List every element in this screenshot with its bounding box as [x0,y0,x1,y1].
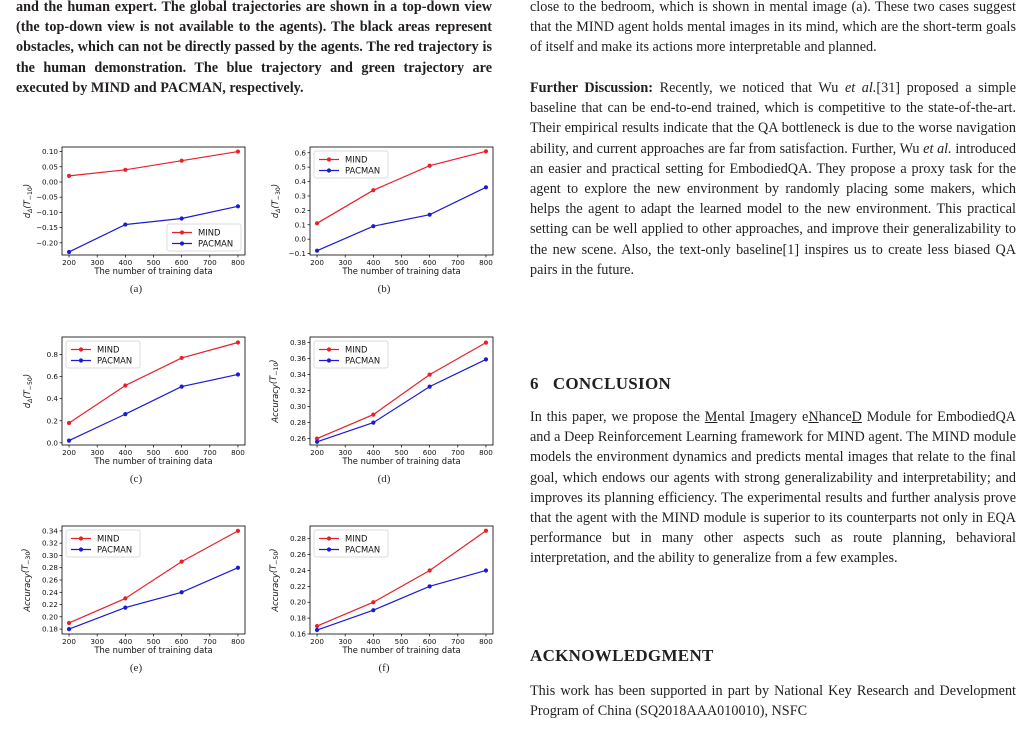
x-tick-label: 800 [479,258,493,267]
data-point-mind [484,529,488,533]
data-point-mind [67,174,71,178]
x-tick-label: 700 [450,258,465,267]
y-tick-label: 0.3 [294,191,306,201]
y-tick-label: 0.2 [46,416,58,426]
y-tick-label: 0.5 [294,162,306,172]
data-point-pacman [236,372,240,376]
x-tick-label: 600 [174,637,189,646]
x-tick-label: 600 [174,258,189,267]
legend-swatch-marker [79,536,83,540]
data-point-mind [428,568,432,572]
x-tick-label: 400 [118,448,133,457]
data-point-mind [371,413,375,417]
legend-swatch-marker [180,241,184,245]
x-tick-label: 200 [310,637,324,646]
y-tick-label: 0.28 [289,534,306,544]
legend-swatch-marker [79,358,83,362]
panel-label-a: ( a ) [16,283,256,295]
legend-label-pacman: PACMAN [345,544,381,555]
y-tick-label: 0.26 [289,550,306,560]
y-tick-label: 0.05 [41,162,58,172]
y-tick-label: −0.15 [35,223,58,233]
paragraph-conclusion: In this paper, we propose the Mental Imagery eNhanceD Module for EmbodiedQA and a Deep Reinforcement Learning framework for MIND agent. The MIND module models the environment dynamics and predicts mental images that relate to the final goal, which endows our agents with strong generalizability and interpretability; and improves its planning efficiency. The experimental results and further analysis prove that the agent with the MIND module is superior to its counterparts not only in EQA performance but in many other aspects such as route planning, behavioral interpretation, and the ability to generalize from a few examples. [530,409,1016,567]
chart-d-svg [264,330,504,470]
paragraph-acknowledgment: This work has been supported in part by National Key Research and Development Program of China (SQ2018AAA010010), NSFC [530,683,1016,720]
x-tick-label: 800 [231,258,245,267]
data-point-mind [315,221,319,225]
panel-label-f: ( f ) [264,662,504,674]
chart-f-svg [264,519,504,659]
y-tick-label: −0.10 [35,207,58,217]
data-point-pacman [371,608,375,612]
data-point-mind [236,340,240,344]
data-point-pacman [67,250,71,254]
data-point-mind [484,341,488,345]
y-tick-label: −0.1 [288,249,306,259]
y-axis-label: $Accuracy(T_{-10})$ [268,359,280,423]
chart-legend [167,224,241,251]
data-point-mind [315,624,319,628]
data-point-mind [123,168,127,172]
data-point-mind [67,621,71,625]
series-line-pacman [317,570,486,630]
x-tick-label: 200 [62,448,76,457]
legend-swatch-marker [79,347,83,351]
y-tick-label: 0.18 [41,624,58,634]
x-tick-label: 700 [450,637,465,646]
chart-legend [66,530,140,557]
x-axis-label: The number of training data [342,645,461,655]
section-number: 6 [530,374,539,393]
x-tick-label: 300 [90,448,105,457]
y-tick-label: 0.6 [294,148,306,158]
x-tick-label: 200 [62,258,76,267]
y-tick-label: 0.26 [41,575,58,585]
y-tick-label: 0.4 [46,394,58,404]
x-tick-label: 800 [231,448,245,457]
x-tick-label: 300 [338,448,353,457]
panel-label-e: ( e ) [16,662,256,674]
data-point-pacman [315,440,319,444]
x-tick-label: 300 [90,637,105,646]
chart-legend [314,341,388,368]
legend-label-mind: MIND [198,227,221,238]
legend-label-mind: MIND [345,154,368,165]
y-tick-label: 0.36 [289,354,306,364]
chart-panel-f [264,519,504,705]
legend-swatch-marker [327,547,331,551]
y-tick-label: 0.24 [289,565,306,575]
series-line-pacman [69,374,238,440]
x-tick-label: 300 [90,258,105,267]
data-point-mind [180,559,184,563]
data-point-mind [371,188,375,192]
x-tick-label: 600 [422,258,437,267]
x-tick-label: 600 [422,637,437,646]
y-tick-label: 0.28 [41,563,58,573]
panel-label-d: ( d ) [264,473,504,485]
y-tick-label: 0.20 [41,612,58,622]
data-point-mind [180,356,184,360]
x-tick-label: 700 [202,448,217,457]
x-tick-label: 700 [202,258,217,267]
y-tick-label: 0.22 [289,581,306,591]
data-point-mind [123,596,127,600]
x-tick-label: 300 [338,637,353,646]
y-tick-label: 0.8 [46,350,58,360]
y-tick-label: 0.18 [289,613,306,623]
data-point-pacman [67,438,71,442]
legend-label-pacman: PACMAN [345,355,381,366]
x-tick-label: 400 [366,258,381,267]
data-point-mind [123,383,127,387]
data-point-pacman [67,627,71,631]
chart-legend [66,341,140,368]
data-point-pacman [236,566,240,570]
x-tick-label: 400 [118,637,133,646]
chart-a-svg [16,140,256,280]
data-point-pacman [123,606,127,610]
y-tick-label: 0.34 [41,526,58,536]
chart-legend [314,530,388,557]
y-tick-label: 0.32 [41,538,58,548]
y-tick-label: −0.05 [35,192,58,202]
x-tick-label: 500 [146,448,161,457]
data-point-pacman [315,628,319,632]
paragraph-further-discussion: Further Discussion: Recently, we noticed that Wu et al.[31] proposed a simple baseline that can be end-to-end trained, which is competitive to the state-of-the-art. Their empirical results indicate that the QA bottleneck is due to the worse navigation ability, and current approaches are far from satisfaction. Further, Wu et al. introduced an easier and practical setting for EmbodiedQA. They propose a proxy task for the agent to explore the new environment by randomly placing some makers, which helps the agent to adapt the learned model to the new environment. This practical setting can be well applied to other approaches, and improve their generalizability to the new scene. Also, the text-only baseline[1] inspires us to create less biased QA pairs in the future. [530,80,1016,278]
x-axis-label: The number of training data [94,456,213,466]
y-tick-label: 0.30 [289,402,306,412]
data-point-mind [428,373,432,377]
data-point-pacman [484,568,488,572]
legend-swatch-marker [180,230,184,234]
data-point-mind [67,421,71,425]
y-tick-label: 0.0 [46,438,58,448]
chart-c-svg [16,330,256,470]
right-column [530,0,1016,729]
y-axis-label: $d_\Delta(T_{-30})$ [270,183,282,219]
x-tick-label: 600 [174,448,189,457]
data-point-pacman [123,412,127,416]
x-tick-label: 200 [62,637,76,646]
y-tick-label: 0.28 [289,418,306,428]
x-tick-label: 500 [146,258,161,267]
data-point-pacman [428,584,432,588]
data-point-mind [236,529,240,533]
legend-label-pacman: PACMAN [97,355,133,366]
legend-label-mind: MIND [97,344,120,355]
figure-caption: and the human expert. The global trajectories are shown in a top-down view (the top-down view is not available to the agents). The black areas represent obstacles, which can not be directly passed by the agents. The red trajectory is the human demonstration. The blue trajectory and green trajectory are executed by MIND and PACMAN, respectively. [16,0,492,96]
chart-b-svg [264,140,504,280]
x-tick-label: 300 [338,258,353,267]
data-point-pacman [180,384,184,388]
y-axis-label: $d_\Delta(T_{-50})$ [22,373,34,409]
x-tick-label: 200 [310,448,324,457]
y-tick-label: 0.38 [289,338,306,348]
series-line-mind [69,152,238,176]
x-tick-label: 700 [450,448,465,457]
chart-panel-c [16,330,256,516]
x-axis-label: The number of training data [94,645,213,655]
data-point-mind [236,149,240,153]
x-tick-label: 400 [366,637,381,646]
legend-swatch-marker [327,536,331,540]
legend-swatch-marker [327,358,331,362]
data-point-mind [180,159,184,163]
data-point-pacman [180,590,184,594]
y-tick-label: 0.30 [41,550,58,560]
data-point-pacman [180,216,184,220]
legend-label-mind: MIND [345,533,368,544]
data-point-pacman [315,249,319,253]
x-tick-label: 800 [479,448,493,457]
y-tick-label: 0.4 [294,177,306,187]
chart-panel-a [16,140,256,326]
data-point-pacman [371,224,375,228]
data-point-pacman [428,385,432,389]
y-axis-label: $Accuracy(T_{-50})$ [268,548,280,612]
panel-label-b: ( b ) [264,283,504,295]
y-axis-label: $d_\Delta(T_{-10})$ [22,183,34,219]
legend-label-pacman: PACMAN [198,238,234,249]
x-tick-label: 400 [118,258,133,267]
x-axis-label: The number of training data [342,266,461,276]
legend-swatch-marker [79,547,83,551]
x-tick-label: 800 [231,637,245,646]
chart-panel-d [264,330,504,516]
series-line-pacman [317,187,486,250]
y-tick-label: 0.26 [289,434,306,444]
legend-label-mind: MIND [345,344,368,355]
x-axis-label: The number of training data [94,266,213,276]
section-title: CONCLUSION [552,374,672,393]
legend-swatch-marker [327,157,331,161]
further-discussion-heading: Further Discussion: [530,80,654,96]
data-point-pacman [484,357,488,361]
legend-swatch-marker [327,168,331,172]
y-tick-label: 0.16 [289,629,306,639]
data-point-mind [371,600,375,604]
legend-label-pacman: PACMAN [97,544,133,555]
chart-panel-b [264,140,504,326]
data-point-pacman [123,222,127,226]
legend-label-pacman: PACMAN [345,165,381,176]
x-tick-label: 500 [394,258,409,267]
legend-swatch-marker [327,347,331,351]
data-point-pacman [428,213,432,217]
y-axis-label: $Accuracy(T_{-30})$ [20,548,32,612]
legend-label-mind: MIND [97,533,120,544]
x-tick-label: 200 [310,258,324,267]
y-tick-label: 0.2 [294,205,306,215]
y-tick-label: 0.32 [289,386,306,396]
series-line-pacman [317,359,486,441]
series-line-pacman [69,568,238,629]
y-tick-label: 0.34 [289,370,306,380]
data-point-mind [484,149,488,153]
y-tick-label: 0.20 [289,597,306,607]
section-heading-conclusion [530,374,671,394]
paragraph-case-study: close to the bedroom, which is shown in mental image (a). These two cases suggest that the MIND agent holds mental images in its mind, which are the short-term goals of itself and make its actions more interpretable and planned. [530,0,1016,56]
x-tick-label: 600 [422,448,437,457]
panel-label-c: ( c ) [16,473,256,485]
y-tick-label: 0.10 [41,147,58,157]
x-tick-label: 700 [202,637,217,646]
section-heading-acknowledgment: ACKNOWLEDGMENT [530,646,714,665]
data-point-pacman [484,185,488,189]
chart-legend [314,151,388,178]
x-tick-label: 400 [366,448,381,457]
y-tick-label: 0.00 [41,177,58,187]
x-tick-label: 500 [146,637,161,646]
x-tick-label: 500 [394,637,409,646]
y-tick-label: 0.24 [41,587,58,597]
data-point-mind [428,164,432,168]
data-point-pacman [236,204,240,208]
y-tick-label: 0.6 [46,372,58,382]
y-tick-label: 0.22 [41,600,58,610]
chart-e-svg [16,519,256,659]
y-tick-label: 0.0 [294,234,306,244]
chart-panel-e [16,519,256,705]
y-tick-label: 0.1 [294,220,306,230]
x-tick-label: 800 [479,637,493,646]
data-point-pacman [371,421,375,425]
x-axis-label: The number of training data [342,456,461,466]
y-tick-label: −0.20 [35,238,58,248]
x-tick-label: 500 [394,448,409,457]
left-column [16,0,496,729]
